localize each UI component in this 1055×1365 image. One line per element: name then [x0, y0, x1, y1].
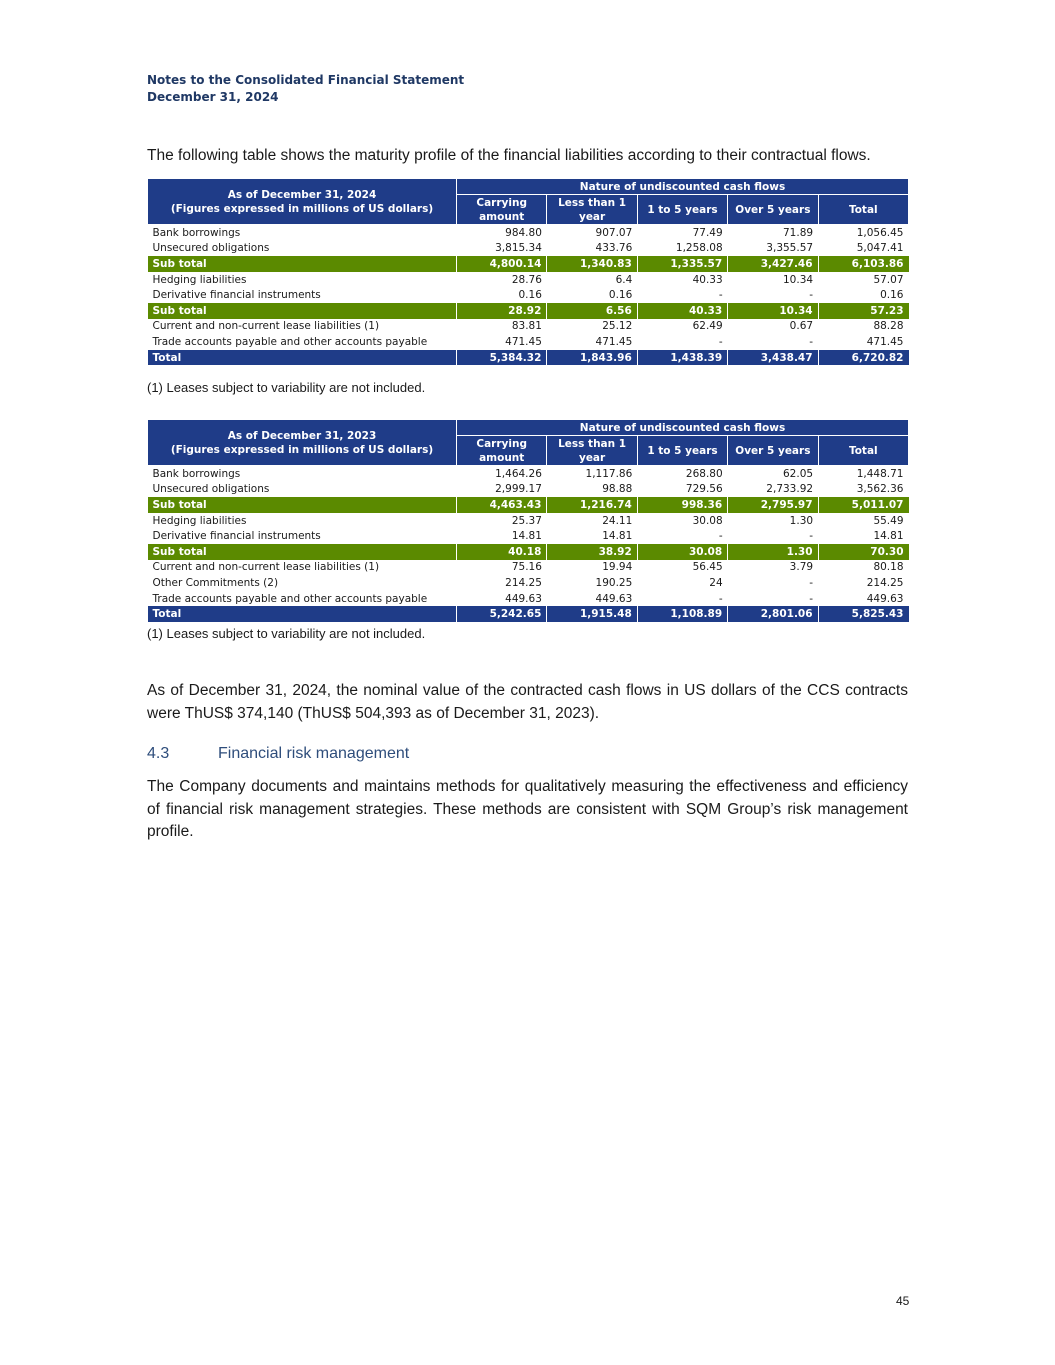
cell-over-5-years: 2,795.97 [728, 497, 818, 513]
row-label: Bank borrowings [152, 226, 241, 239]
row-label: Hedging liabilities [152, 514, 247, 527]
row-label: Trade accounts payable and other accounts payable [152, 592, 428, 605]
row-label: Current and non-current lease liabilities (1) [152, 320, 380, 333]
cell-carrying: 28.76 [511, 273, 542, 286]
risk-paragraph: The Company documents and maintains methods for qualitatively measuring the effectiveness and efficiency of financial risk management strategies. These methods are consistent with SQM Group’s risk management profile. [147, 778, 908, 840]
maturity-table-2024 [147, 178, 909, 365]
cell-carrying: 2,999.17 [495, 483, 542, 496]
row-label: Unsecured obligations [152, 483, 270, 496]
cell-carrying: 25.37 [511, 514, 542, 527]
table-row [148, 513, 909, 529]
cell-over-5-years: 10.34 [783, 273, 814, 286]
cell-less-than-1-year: 6.56 [547, 303, 637, 319]
row-label: Derivative financial instruments [152, 289, 321, 302]
cell-less-than-1-year: 1,340.83 [547, 256, 637, 272]
cell-total: 449.63 [866, 592, 904, 605]
table-row [148, 319, 909, 335]
cell-over-5-years: 1.30 [728, 544, 818, 560]
cell-1-to-5-years: 1,258.08 [675, 242, 723, 255]
row-label: Sub total [148, 303, 457, 319]
cell-over-5-years: 71.89 [783, 226, 814, 239]
cell-less-than-1-year: 25.12 [602, 320, 633, 333]
cell-over-5-years: 3,427.46 [728, 256, 818, 272]
row-label: Bank borrowings [152, 467, 241, 480]
cell-over-5-years: 3.79 [789, 561, 814, 574]
cell-total: 5,047.41 [856, 242, 904, 255]
cell-carrying: 4,463.43 [457, 497, 547, 513]
row-label: Sub total [148, 497, 457, 513]
row-label: Unsecured obligations [152, 242, 270, 255]
cell-total: 80.18 [873, 561, 904, 574]
cell-carrying: 471.45 [505, 335, 542, 348]
cell-less-than-1-year: 449.63 [595, 592, 633, 605]
subtotal-row [148, 544, 909, 560]
cell-less-than-1-year: 24.11 [602, 514, 633, 527]
cell-total: 471.45 [866, 335, 904, 348]
col-header-carrying: Carrying amount [457, 436, 547, 466]
table-corner-header: As of December 31, 2023 (Figures expressed in millions of US dollars) [148, 420, 457, 466]
cell-total: 3,562.36 [856, 483, 904, 496]
cell-carrying: 28.92 [457, 303, 547, 319]
cell-1-to-5-years: 729.56 [685, 483, 723, 496]
table-row [148, 560, 909, 576]
cell-total: 0.16 [880, 289, 904, 302]
subtotal-row [148, 256, 909, 272]
cell-over-5-years: - [809, 335, 814, 348]
cell-total: 5,825.43 [818, 606, 908, 622]
document-header [147, 72, 464, 106]
cell-less-than-1-year: 907.07 [595, 226, 633, 239]
cell-less-than-1-year: 14.81 [602, 530, 633, 543]
cell-carrying: 449.63 [505, 592, 542, 605]
cell-1-to-5-years: 40.33 [637, 303, 727, 319]
cell-less-than-1-year: 98.88 [602, 483, 633, 496]
cell-1-to-5-years: 40.33 [692, 273, 723, 286]
cell-1-to-5-years: 24 [709, 576, 723, 589]
section-number: 4.3 [147, 745, 170, 762]
table-row [148, 272, 909, 288]
cell-total: 88.28 [873, 320, 904, 333]
cell-less-than-1-year: 1,216.74 [547, 497, 637, 513]
table-row [148, 591, 909, 607]
cell-less-than-1-year: 471.45 [595, 335, 633, 348]
cell-total: 14.81 [873, 530, 904, 543]
cell-1-to-5-years: - [718, 335, 723, 348]
cell-over-5-years: - [809, 592, 814, 605]
table-row [148, 241, 909, 257]
cell-1-to-5-years: 1,335.57 [637, 256, 727, 272]
col-header-over-5-years: Over 5 years [728, 195, 818, 225]
cell-total: 1,056.45 [856, 226, 904, 239]
cell-1-to-5-years: 77.49 [692, 226, 723, 239]
table-row [148, 528, 909, 544]
cell-1-to-5-years: - [718, 530, 723, 543]
col-header-over-5-years: Over 5 years [728, 436, 818, 466]
cell-1-to-5-years: 30.08 [692, 514, 723, 527]
page-number: 45 [896, 1294, 910, 1308]
cell-total: 6,720.82 [818, 350, 908, 366]
table-row [148, 575, 909, 591]
table-row [148, 334, 909, 350]
row-label: Total [148, 606, 457, 622]
cell-over-5-years: 3,438.47 [728, 350, 818, 366]
row-label: Total [148, 350, 457, 366]
cell-carrying: 14.81 [511, 530, 542, 543]
cell-less-than-1-year: 1,915.48 [547, 606, 637, 622]
cell-carrying: 4,800.14 [457, 256, 547, 272]
col-header-total: Total [818, 436, 908, 466]
col-header-total: Total [818, 195, 908, 225]
cell-total: 214.25 [866, 576, 904, 589]
cell-less-than-1-year: 1,843.96 [547, 350, 637, 366]
table-row [148, 287, 909, 303]
ccs-paragraph: As of December 31, 2024, the nominal value of the contracted cash flows in US dollars of the CCS contracts were ThUS$ 374,140 (ThUS$ 504,393 as of December 31, 2023). [147, 682, 908, 722]
cell-carrying: 40.18 [457, 544, 547, 560]
col-header-1-to-5-years: 1 to 5 years [637, 436, 727, 466]
group-header: Nature of undiscounted cash flows [457, 420, 909, 436]
row-label: Other Commitments (2) [152, 576, 279, 589]
cell-total: 57.23 [818, 303, 908, 319]
cell-total: 57.07 [873, 273, 904, 286]
row-label: Trade accounts payable and other accounts payable [152, 335, 428, 348]
cell-1-to-5-years: 30.08 [637, 544, 727, 560]
cell-carrying: 5,242.65 [457, 606, 547, 622]
cell-less-than-1-year: 433.76 [595, 242, 633, 255]
footnote-2023: (1) Leases subject to variability are not included. [147, 626, 426, 641]
cell-less-than-1-year: 0.16 [608, 289, 633, 302]
cell-1-to-5-years: 998.36 [637, 497, 727, 513]
row-label: Sub total [148, 544, 457, 560]
cell-1-to-5-years: 268.80 [685, 467, 723, 480]
cell-over-5-years: - [809, 576, 814, 589]
cell-over-5-years: 62.05 [783, 467, 814, 480]
cell-total: 1,448.71 [856, 467, 904, 480]
cell-total: 55.49 [873, 514, 904, 527]
cell-over-5-years: 2,801.06 [728, 606, 818, 622]
cell-over-5-years: 2,733.92 [766, 483, 814, 496]
cell-1-to-5-years: 1,108.89 [637, 606, 727, 622]
cell-total: 6,103.86 [818, 256, 908, 272]
col-header-less-than-1-year: Less than 1 year [547, 195, 637, 225]
table-corner-header: As of December 31, 2024 (Figures expressed in millions of US dollars) [148, 179, 457, 225]
cell-carrying: 5,384.32 [457, 350, 547, 366]
cell-carrying: 1,464.26 [495, 467, 542, 480]
cell-carrying: 3,815.34 [495, 242, 542, 255]
row-label: Derivative financial instruments [152, 530, 321, 543]
section-title: Financial risk management [218, 745, 410, 762]
cell-carrying: 75.16 [511, 561, 542, 574]
subtotal-row [148, 303, 909, 319]
cell-over-5-years: - [809, 530, 814, 543]
cell-over-5-years: 1.30 [789, 514, 814, 527]
table-row [148, 225, 909, 241]
col-header-less-than-1-year: Less than 1 year [547, 436, 637, 466]
cell-1-to-5-years: - [718, 592, 723, 605]
cell-total: 70.30 [818, 544, 908, 560]
cell-over-5-years: 0.67 [789, 320, 814, 333]
section-heading [147, 745, 409, 763]
table-row [148, 482, 909, 498]
cell-less-than-1-year: 38.92 [547, 544, 637, 560]
footnote-2024: (1) Leases subject to variability are not included. [147, 380, 426, 395]
cell-1-to-5-years: 56.45 [692, 561, 723, 574]
group-header: Nature of undiscounted cash flows [457, 179, 909, 195]
cell-less-than-1-year: 19.94 [602, 561, 633, 574]
intro-text: The following table shows the maturity profile of the financial liabilities according to their contractual flows. [147, 147, 871, 164]
cell-1-to-5-years: 1,438.39 [637, 350, 727, 366]
header-date: December 31, 2024 [147, 90, 279, 104]
col-header-1-to-5-years: 1 to 5 years [637, 195, 727, 225]
cell-carrying: 0.16 [518, 289, 542, 302]
cell-carrying: 984.80 [505, 226, 542, 239]
row-label: Current and non-current lease liabilities (1) [152, 561, 380, 574]
cell-over-5-years: 3,355.57 [766, 242, 814, 255]
cell-less-than-1-year: 1,117.86 [585, 467, 633, 480]
cell-carrying: 83.81 [511, 320, 542, 333]
col-header-carrying: Carrying amount [457, 195, 547, 225]
table-row [148, 466, 909, 482]
cell-1-to-5-years: - [718, 289, 723, 302]
total-row [148, 606, 909, 622]
cell-total: 5,011.07 [818, 497, 908, 513]
total-row [148, 350, 909, 366]
cell-1-to-5-years: 62.49 [692, 320, 723, 333]
cell-over-5-years: - [809, 289, 814, 302]
cell-less-than-1-year: 6.4 [615, 273, 633, 286]
header-title: Notes to the Consolidated Financial Statement [147, 73, 465, 87]
row-label: Sub total [148, 256, 457, 272]
row-label: Hedging liabilities [152, 273, 247, 286]
maturity-table-2023 [147, 419, 909, 622]
cell-carrying: 214.25 [505, 576, 542, 589]
subtotal-row [148, 497, 909, 513]
cell-less-than-1-year: 190.25 [595, 576, 633, 589]
cell-over-5-years: 10.34 [728, 303, 818, 319]
